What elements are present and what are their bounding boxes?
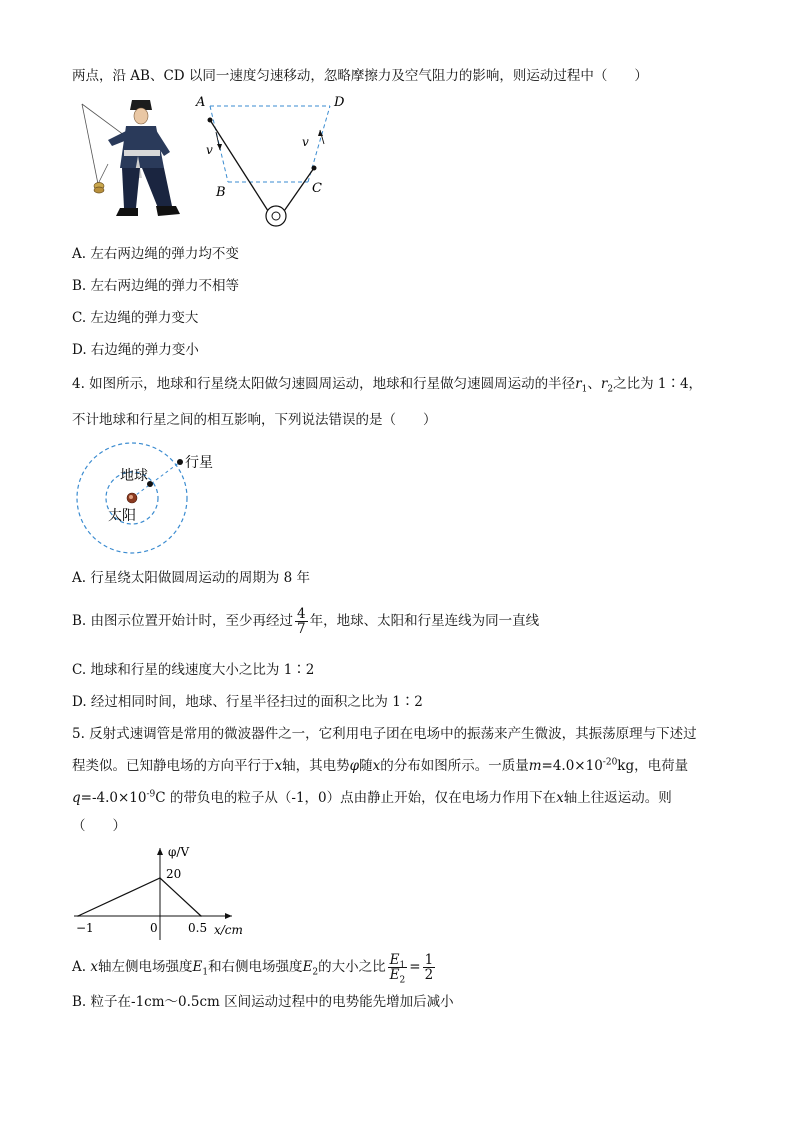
potential-chart bbox=[72, 842, 242, 942]
q5-stem-line3: $q=-4.0\times 10^{-9}C$ 的带负电的粒子从（-1，0）点由静止开始，仅在电场力作用下在x轴上往返运动。则 bbox=[72, 789, 672, 806]
q4-option-c: C. 地球和行星的线速度大小之比为 1∶2 bbox=[72, 662, 315, 678]
x-axis-label: x/cm bbox=[214, 923, 243, 937]
label-planet: 行星 bbox=[185, 455, 213, 471]
orbit-diagram bbox=[72, 440, 213, 560]
x-tick-label-neg1: −1 bbox=[76, 921, 94, 935]
q5-option-b: B. 粒子在-1cm～0.5cm 区间运动过程中的电势能先增加后减小 bbox=[72, 994, 454, 1010]
label-a: A bbox=[196, 95, 206, 110]
q5-option-a: A. x轴左侧电场强度$E_1$和右侧电场强度$E_2$的大小之比 $\frac{E_1}{E_2}$ = $\frac{1}{2}$ bbox=[72, 952, 434, 986]
label-sun: 太阳 bbox=[108, 508, 136, 524]
x-tick-label-0: 0 bbox=[150, 921, 158, 935]
label-b: B bbox=[216, 185, 226, 200]
q5-stem-line4: （ ） bbox=[72, 818, 126, 834]
y-axis-label: φ/V bbox=[168, 845, 190, 859]
label-d: D bbox=[334, 95, 345, 110]
label-v-left: v bbox=[206, 143, 213, 157]
q3-option-c: C. 左边绳的弹力变大 bbox=[72, 310, 199, 326]
y-tick-label-20: 20 bbox=[166, 867, 182, 881]
label-earth: 地球 bbox=[120, 468, 148, 484]
rope-diagram bbox=[190, 92, 350, 232]
planet-dot bbox=[177, 459, 183, 465]
q4-option-b: B. 由图示位置开始计时，至少再经过 $\frac{4}{7}$ 年，地球、太阳和行星连线为同一直线 bbox=[72, 606, 540, 637]
potential-series-line bbox=[78, 878, 201, 916]
label-c: C bbox=[312, 181, 322, 196]
y-axis-arrow bbox=[157, 848, 163, 855]
data-point-1 bbox=[159, 877, 161, 879]
q5-stem-line2: 程类似。已知静电场的方向平行于x轴，其电势φ随x的分布如图所示。一质量$m=4.0\times 10^{-20}kg$，电荷量 bbox=[72, 757, 689, 774]
x-axis-arrow bbox=[225, 913, 232, 919]
data-point-2 bbox=[200, 915, 202, 917]
q3-stem: 两点，沿 AB、CD 以同一速度匀速移动，忽略摩擦力及空气阻力的影响，则运动过程中（ ） bbox=[72, 68, 648, 84]
label-v-right: v bbox=[302, 135, 309, 149]
data-point-0 bbox=[77, 915, 79, 917]
q5-stem-line1: 5. 反射式速调管是常用的微波器件之一，它利用电子团在电场中的振荡来产生微波，其振荡原理与下述过 bbox=[72, 726, 697, 742]
q4-option-a: A. 行星绕太阳做圆周运动的周期为 8 年 bbox=[72, 570, 311, 586]
q3-option-d: D. 右边绳的弹力变小 bbox=[72, 342, 199, 358]
q3-option-b: B. 左右两边绳的弹力不相等 bbox=[72, 278, 240, 294]
x-tick-label-0-5: 0.5 bbox=[188, 921, 208, 935]
q4-stem-line2: 不计地球和行星之间的相互影响，下列说法错误的是（ ） bbox=[72, 412, 437, 428]
q3-option-a: A. 左右两边绳的弹力均不变 bbox=[72, 246, 239, 262]
q4-option-d: D. 经过相同时间，地球、行星半径扫过的面积之比为 1∶2 bbox=[72, 694, 423, 710]
yoyo-performer-illustration bbox=[72, 94, 184, 226]
q4-stem-line1: 4. 如图所示，地球和行星绕太阳做匀速圆周运动，地球和行星做匀速圆周运动的半径$r_1$、$r_2$之比为 1∶4， bbox=[72, 376, 703, 395]
